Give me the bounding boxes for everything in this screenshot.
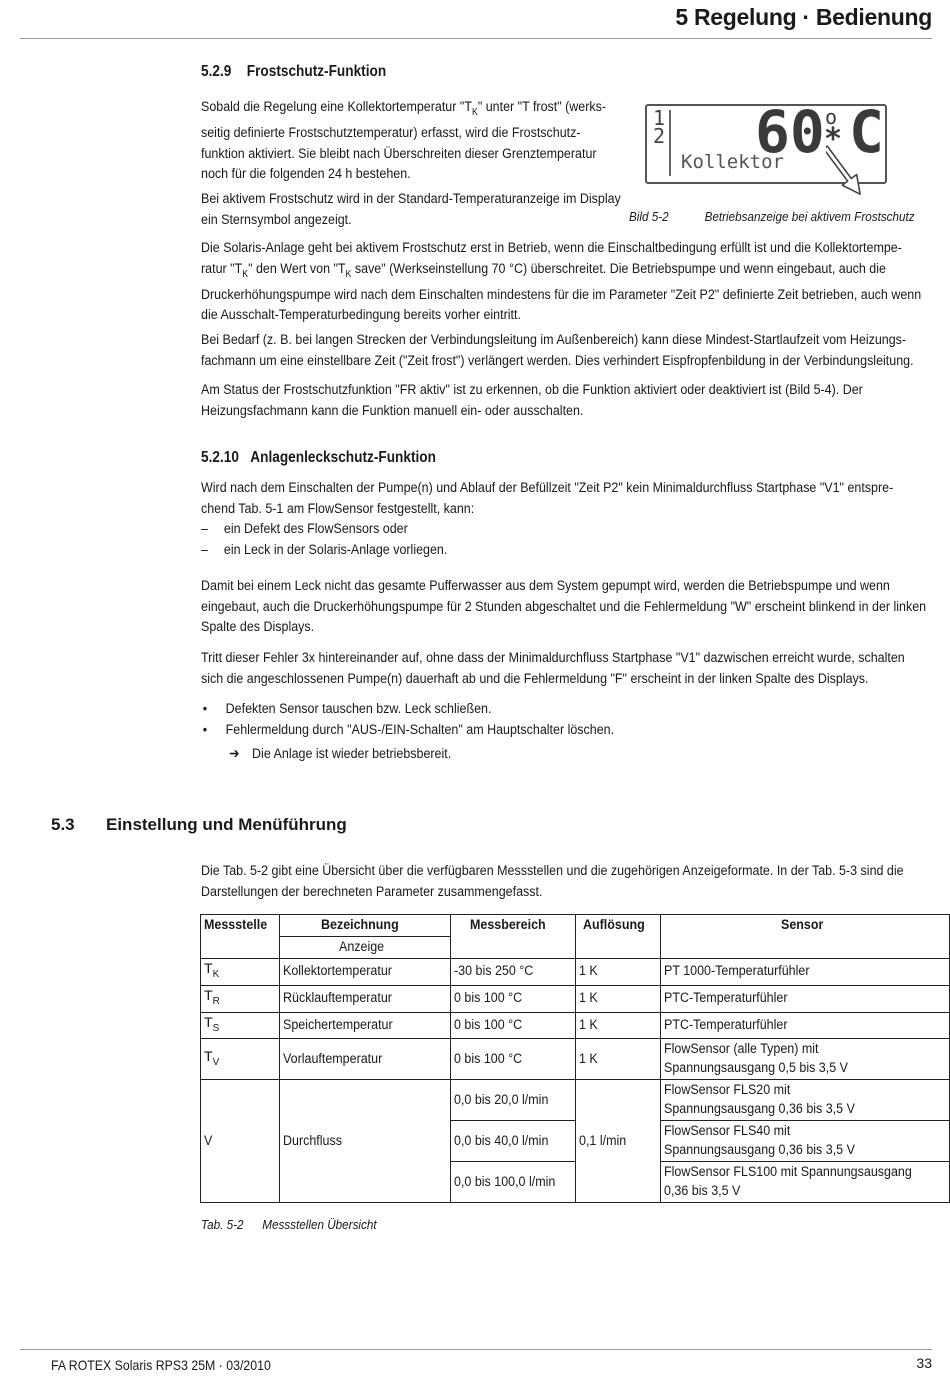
action-list — [201, 699, 949, 765]
paragraph-leak-intro: Wird nach dem Einschalten der Pumpe(n) und Ablauf der Befüllzeit "Zeit P2" kein Minimaldurchfluss Startphase "V1" entspre- chend Tab. 5-1 am FlowSensor festgestellt, kann: – ein Defekt des FlowSensors oder – ein Leck in der Solaris-Anlage vorliegen. — [201, 478, 949, 560]
table-row: $T_V$ Vorlauftemperatur 0 bis 100 °C 1 K FlowSensor (alle Typen) mit Spannungsausgang 0,5 bis 3,5 V — [201, 1039, 950, 1080]
paragraph-leak-shutdown: Damit bei einem Leck nicht das gesamte Pufferwasser aus dem System gepumpt wird, werden die Betriebspumpe und wenn eingebaut, auch die Druckerhöhungspumpe für 2 Stunden abgeschaltet und die Fehlermeldung "W" erscheint blinkend in der linken Spalte des Displays. — [201, 578, 927, 635]
table-row: 0,0 bis 100,0 l/min FlowSensor FLS100 mit Spannungsausgang 0,36 bis 3,5 V — [201, 1162, 950, 1203]
paragraph-frost-startup: Die Solaris-Anlage geht bei aktivem Frostschutz erst in Betrieb, wenn die Einschaltbedingung erfüllt ist und die Kollektortempe- ratur "$T_K$" den Wert von "$T_K$ save" (Werkseinstellung 70 °C) überschreitet. Die Betriebspumpe und wenn eingebaut, auch die Druckerhöhungspumpe wird nach dem Einschalten mindestens für die im Parameter "Zeit P2" definierte Zeit betrieben, auch wenn die Ausschalt-Temperaturbedingung bereits vorher eintritt. — [201, 240, 922, 324]
paragraph-menu-intro: Die Tab. 5-2 gibt eine Übersicht über die verfügbaren Messstellen und die zugehörigen Anzeigeformate. In der Tab. 5-3 sind die Darstellungen der berechneten Parameter zusammengefasst. — [201, 863, 904, 900]
table-header-cell: Auflösung — [575, 915, 661, 937]
paragraph-frost-status: Am Status der Frostschutzfunktion "FR aktiv" ist zu erkennen, ob die Funktion aktiviert oder deaktiviert ist (Bild 5-4). Der Heizungsfachmann kann die Funktion manuell ein- oder ausschalten. — [201, 382, 863, 419]
display-unit: C — [849, 98, 884, 166]
table-caption: Tab. 5-2 Messstellen Übersicht — [201, 1217, 377, 1232]
list-item: • Defekten Sensor tauschen bzw. Leck schließen. — [202, 701, 492, 717]
table-header-cell: Bezeichnung — [279, 915, 450, 937]
header-divider — [20, 38, 932, 39]
section-heading-5-2-9: 5.2.9 Frostschutz-Funktion — [201, 63, 387, 80]
display-temperature-value: 60 — [755, 98, 825, 166]
paragraph-frost-intro: Sobald die Regelung eine Kollektortemperatur "$T_K$" unter "T frost" (werks- seitig definierte Frostschutztemperatur) erfasst, wird die Frostschutz- funktion aktiviert. Sie bleibt nach Überschreiten dieser Grenztemperatur noch für die folgenden 24 h bestehen. — [201, 99, 607, 183]
display-separator — [669, 110, 671, 176]
table-header-cell: Sensor — [661, 915, 950, 937]
section-heading-5-2-10: 5.2.10 Anlagenleckschutz-Funktion — [201, 449, 436, 466]
display-row-1: 1 — [653, 106, 666, 130]
display-row-2: 2 — [653, 124, 666, 148]
section-heading-5-3: 5.3 Einstellung und Menüführung — [51, 815, 347, 834]
pointer-arrow-icon — [826, 142, 866, 210]
frost-star-icon: * — [824, 122, 843, 157]
display-label: Kollektor — [681, 151, 784, 173]
paragraph-frost-extension: Bei Bedarf (z. B. bei langen Strecken der Verbindungsleitung im Außenbereich) kann diese Mindest-Startlaufzeit vom Heizungs- fachmann um eine einstellbare Zeit ("Zeit frost") verlängert werden. Dies verhindert Eispfropfenbildung in der Verbindungsleitung. — [201, 332, 914, 369]
table-row: $T_K$ Kollektortemperatur -30 bis 250 °C 1 K PT 1000-Temperaturfühler — [201, 959, 950, 986]
list-item: • Fehlermeldung durch "AUS-/EIN-Schalten" am Hauptschalter löschen. — [202, 721, 615, 738]
measuring-points-table — [200, 914, 950, 1203]
table-subheader-row — [201, 937, 950, 959]
table-subheader-cell: Anzeige — [279, 937, 450, 959]
display-degree-symbol: o — [825, 105, 838, 129]
figure-caption: Bild 5-2 Betriebsanzeige bei aktivem Frostschutz — [629, 209, 915, 224]
result-line: ➔ Die Anlage ist wieder betriebsbereit. — [201, 744, 949, 765]
table-header-cell: Messstelle — [201, 915, 280, 937]
table-header-row — [201, 915, 950, 937]
list-item: – ein Defekt des FlowSensors oder — [201, 521, 408, 537]
footer-document-id: FA ROTEX Solaris RPS3 25M · 03/2010 — [51, 1357, 271, 1373]
result-arrow-icon: ➔ — [229, 746, 240, 762]
paragraph-frost-star: Bei aktivem Frostschutz wird in der Standard-Temperaturanzeige im Display ein Sternsymbol angezeigt. — [201, 191, 621, 228]
table-row: $T_S$ Speichertemperatur 0 bis 100 °C 1 K PTC-Temperaturfühler — [201, 1012, 950, 1039]
paragraph-leak-permanent: Tritt dieser Fehler 3x hintereinander auf, ohne dass der Minimaldurchfluss Startphase "V1" dazwischen erreicht wurde, schalten sich die angeschlossenen Pumpe(n) dauerhaft ab und die Fehlermeldung "F" erscheint in der linken Spalte des Displays. — [201, 650, 905, 687]
table-header-cell: Messbereich — [451, 915, 576, 937]
page-number: 33 — [916, 1355, 932, 1371]
footer-divider — [20, 1349, 932, 1350]
list-item: – ein Leck in der Solaris-Anlage vorliegen. — [201, 541, 448, 558]
table-row: 0,0 bis 40,0 l/min FlowSensor FLS40 mit Spannungsausgang 0,36 bis 3,5 V — [201, 1121, 950, 1162]
page-header-title: 5 Regelung · Bedienung — [675, 4, 932, 30]
table-row: $T_R$ Rücklauftemperatur 0 bis 100 °C 1 K PTC-Temperaturfühler — [201, 985, 950, 1012]
table-row: V Durchfluss 0,0 bis 20,0 l/min 0,1 l/min FlowSensor FLS20 mit Spannungsausgang 0,36 bis 3,5 V — [201, 1080, 950, 1121]
